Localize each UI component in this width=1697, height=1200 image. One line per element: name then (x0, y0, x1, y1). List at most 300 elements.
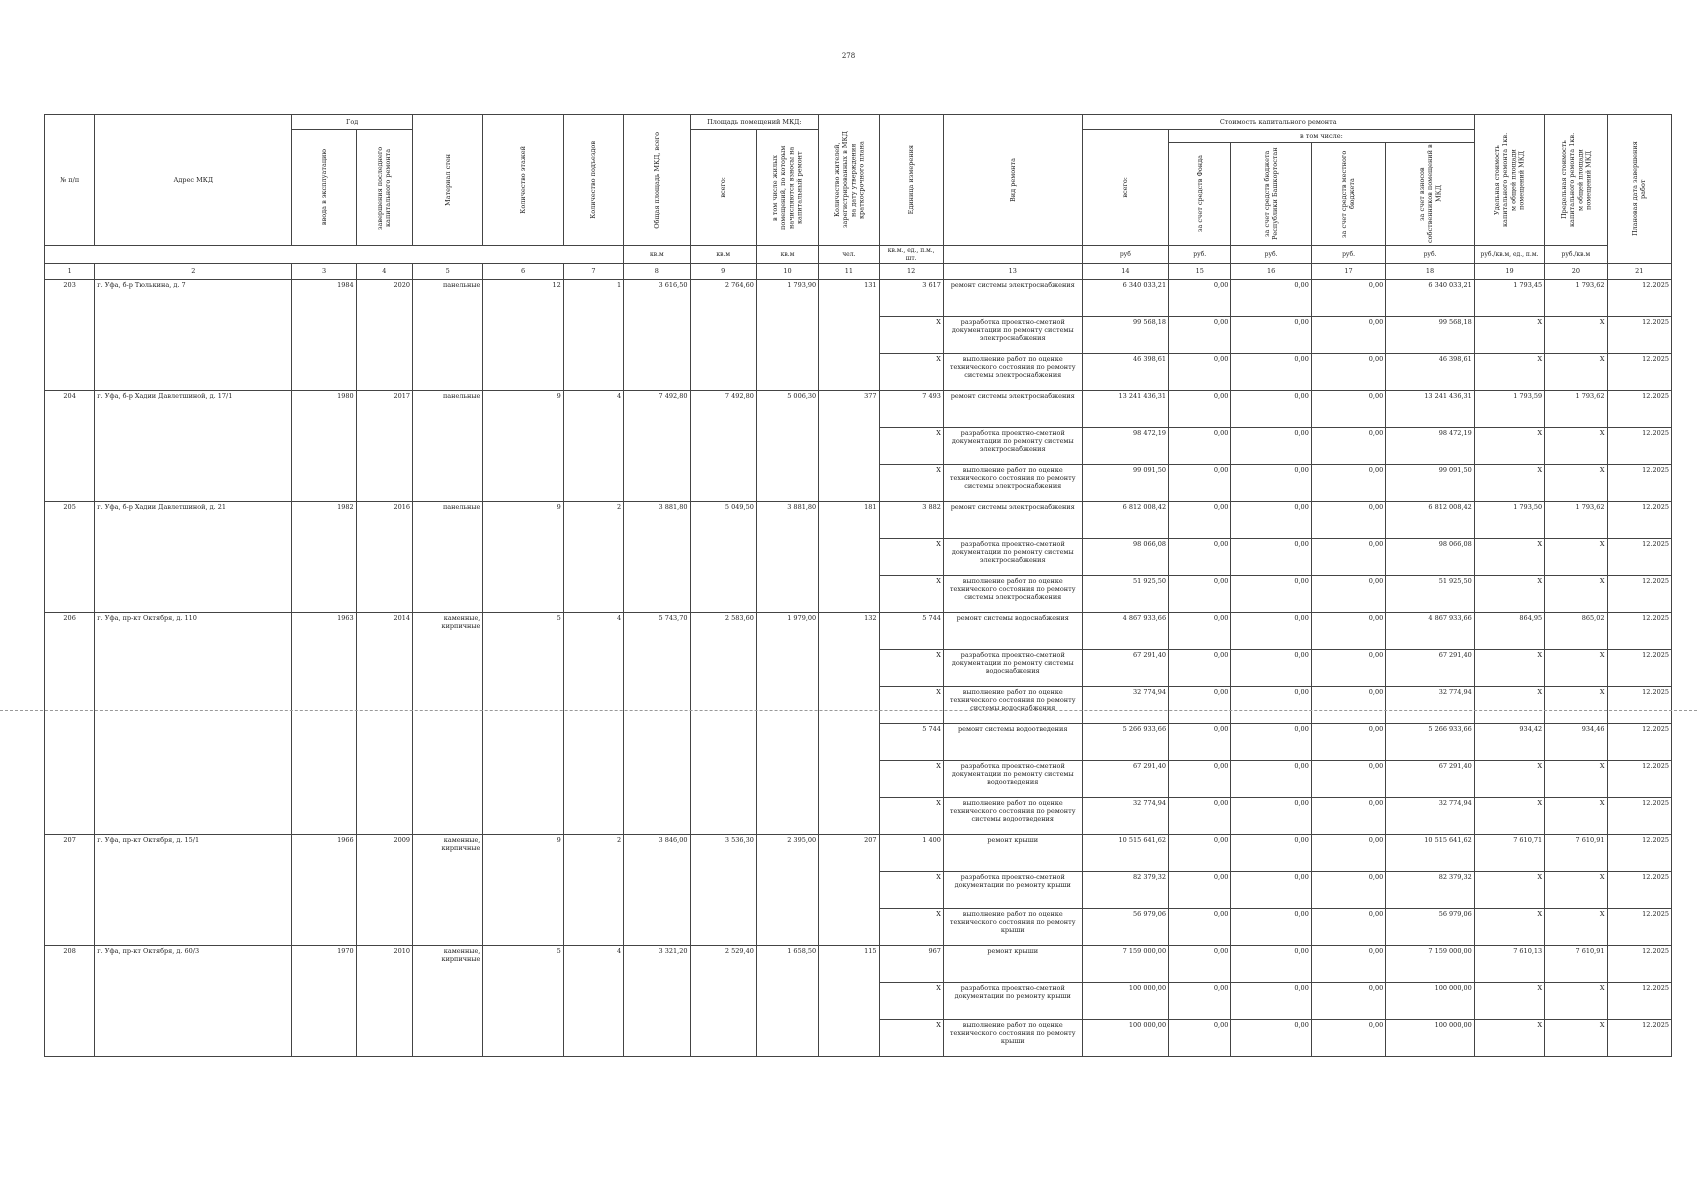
cell-cost-total: 100 000,00 (1082, 983, 1168, 1020)
cell-work: выполнение работ по оценке технического состояния по ремонту крыши (943, 1020, 1082, 1057)
cell-floors: 5 (483, 613, 563, 835)
cell-work: выполнение работ по оценке технического состояния по ремонту системы электроснабжения (943, 354, 1082, 391)
cell-date: 12.2025 (1607, 1020, 1672, 1057)
cell-local: 0,00 (1311, 317, 1385, 354)
header-total-area: Общая площадь МКД, всего (624, 115, 690, 246)
column-number: 21 (1607, 264, 1672, 280)
page-number: 278 (841, 52, 856, 60)
cell-num: 204 (45, 391, 95, 502)
header-cost-total: всего: (1082, 130, 1168, 246)
column-number: 5 (413, 264, 483, 280)
cell-local: 0,00 (1311, 761, 1385, 798)
header-year-commission: ввода в эксплуатацию (292, 130, 356, 246)
cell-limit-cost: X (1545, 761, 1607, 798)
cell-date: 12.2025 (1607, 391, 1672, 428)
cell-residents: 181 (819, 502, 879, 613)
cell-owners: 99 568,18 (1386, 317, 1475, 354)
cell-area-total: 2 764,60 (690, 280, 756, 391)
cell-owners: 13 241 436,31 (1386, 391, 1475, 428)
cell-date: 12.2025 (1607, 983, 1672, 1020)
cell-unit-cost: 864,95 (1474, 613, 1544, 650)
cell-local: 0,00 (1311, 983, 1385, 1020)
cell-qty: X (879, 909, 943, 946)
cell-year-last-repair: 2020 (356, 280, 412, 391)
cell-qty: X (879, 576, 943, 613)
column-number: 8 (624, 264, 690, 280)
cell-owners: 32 774,94 (1386, 687, 1475, 724)
cell-limit-cost: 7 610,91 (1545, 835, 1607, 872)
unit-cell: руб./кв.м (1545, 246, 1607, 264)
cell-local: 0,00 (1311, 1020, 1385, 1057)
cell-area-res: 2 395,00 (756, 835, 818, 946)
cell-cost-total: 67 291,40 (1082, 761, 1168, 798)
cell-owners: 4 867 933,66 (1386, 613, 1475, 650)
cell-total-area: 3 846,00 (624, 835, 690, 946)
cell-limit-cost: X (1545, 317, 1607, 354)
cell-year-commission: 1963 (292, 613, 356, 835)
unit-cell: кв.м., ед., п.м., шт. (879, 246, 943, 264)
column-number: 3 (292, 264, 356, 280)
cell-residents: 115 (819, 946, 879, 1057)
cell-floors: 12 (483, 280, 563, 391)
cell-unit-cost: 1 793,50 (1474, 502, 1544, 539)
cell-year-last-repair: 2017 (356, 391, 412, 502)
cell-owners: 6 812 008,42 (1386, 502, 1475, 539)
cell-fund: 0,00 (1169, 798, 1231, 835)
cell-local: 0,00 (1311, 280, 1385, 317)
cell-date: 12.2025 (1607, 650, 1672, 687)
cell-residents: 377 (819, 391, 879, 502)
column-number: 17 (1311, 264, 1385, 280)
header-area-total: всего: (690, 130, 756, 246)
cell-republic: 0,00 (1231, 650, 1311, 687)
cell-floors: 9 (483, 835, 563, 946)
cell-unit-cost: X (1474, 354, 1544, 391)
cell-date: 12.2025 (1607, 354, 1672, 391)
cell-residents: 207 (819, 835, 879, 946)
cell-qty: 3 882 (879, 502, 943, 539)
cell-qty: X (879, 317, 943, 354)
cell-work: разработка проектно-сметной документации по ремонту крыши (943, 983, 1082, 1020)
column-number: 11 (819, 264, 879, 280)
unit-cell: кв.м (624, 246, 690, 264)
column-number: 19 (1474, 264, 1544, 280)
cell-num: 207 (45, 835, 95, 946)
column-number: 4 (356, 264, 412, 280)
cell-republic: 0,00 (1231, 391, 1311, 428)
cell-limit-cost: X (1545, 354, 1607, 391)
unit-cell: руб. (1386, 246, 1475, 264)
cell-cost-total: 82 379,32 (1082, 872, 1168, 909)
cell-limit-cost: X (1545, 909, 1607, 946)
cell-unit-cost: X (1474, 983, 1544, 1020)
cell-work: разработка проектно-сметной документации по ремонту системы электроснабжения (943, 317, 1082, 354)
cell-year-commission: 1980 (292, 391, 356, 502)
unit-spacer (943, 246, 1082, 264)
cell-date: 12.2025 (1607, 280, 1672, 317)
cell-cost-total: 99 091,50 (1082, 465, 1168, 502)
cell-qty: 967 (879, 946, 943, 983)
column-number: 20 (1545, 264, 1607, 280)
cell-republic: 0,00 (1231, 687, 1311, 724)
cell-cost-total: 56 979,06 (1082, 909, 1168, 946)
cell-date: 12.2025 (1607, 946, 1672, 983)
cell-date: 12.2025 (1607, 539, 1672, 576)
column-number: 16 (1231, 264, 1311, 280)
cell-area-res: 1 979,00 (756, 613, 818, 835)
header-unit-measure: Единица измерения (879, 115, 943, 246)
cell-total-area: 3 616,50 (624, 280, 690, 391)
column-number: 14 (1082, 264, 1168, 280)
cell-republic: 0,00 (1231, 539, 1311, 576)
cell-local: 0,00 (1311, 502, 1385, 539)
cell-cost-total: 98 472,19 (1082, 428, 1168, 465)
cell-area-total: 5 049,50 (690, 502, 756, 613)
scan-artifact-line (0, 710, 1697, 711)
header-floors: Количество этажей (483, 115, 563, 246)
header-area-residential: в том числе жилых помещений, по которым начисляются взносы на капитальный ремонт (756, 130, 818, 246)
cell-unit-cost: 1 793,45 (1474, 280, 1544, 317)
cell-fund: 0,00 (1169, 724, 1231, 761)
cell-cost-total: 67 291,40 (1082, 650, 1168, 687)
cell-unit-cost: 1 793,59 (1474, 391, 1544, 428)
cell-address: г. Уфа, б-р Тюлькина, д. 7 (95, 280, 292, 391)
cell-work: ремонт системы водоснабжения (943, 613, 1082, 650)
cell-qty: 5 744 (879, 724, 943, 761)
cell-date: 12.2025 (1607, 317, 1672, 354)
cell-limit-cost: 934,46 (1545, 724, 1607, 761)
column-number: 12 (879, 264, 943, 280)
cell-date: 12.2025 (1607, 502, 1672, 539)
cell-work: выполнение работ по оценке технического состояния по ремонту системы электроснабжения (943, 576, 1082, 613)
cell-num: 208 (45, 946, 95, 1057)
cell-cost-total: 13 241 436,31 (1082, 391, 1168, 428)
cell-cost-total: 5 266 933,66 (1082, 724, 1168, 761)
table-row (45, 613, 1672, 650)
cell-owners: 100 000,00 (1386, 1020, 1475, 1057)
cell-wall: каменные, кирпичные (413, 613, 483, 835)
cell-cost-total: 4 867 933,66 (1082, 613, 1168, 650)
cell-date: 12.2025 (1607, 798, 1672, 835)
cell-entrances: 4 (563, 946, 623, 1057)
cell-entrances: 4 (563, 613, 623, 835)
cell-fund: 0,00 (1169, 613, 1231, 650)
cell-limit-cost: X (1545, 1020, 1607, 1057)
cell-limit-cost: X (1545, 465, 1607, 502)
cell-address: г. Уфа, пр-кт Октября, д. 110 (95, 613, 292, 835)
cell-republic: 0,00 (1231, 465, 1311, 502)
cell-num: 205 (45, 502, 95, 613)
cell-fund: 0,00 (1169, 280, 1231, 317)
cell-qty: 5 744 (879, 613, 943, 650)
cell-unit-cost: X (1474, 650, 1544, 687)
header-cost-fund: за счет средств Фонда (1169, 143, 1231, 246)
cell-year-last-repair: 2009 (356, 835, 412, 946)
cell-wall: каменные, кирпичные (413, 835, 483, 946)
capital-repair-table (44, 114, 1672, 1057)
cell-local: 0,00 (1311, 428, 1385, 465)
cell-local: 0,00 (1311, 798, 1385, 835)
cell-republic: 0,00 (1231, 983, 1311, 1020)
cell-unit-cost: X (1474, 798, 1544, 835)
cell-qty: X (879, 798, 943, 835)
cell-republic: 0,00 (1231, 946, 1311, 983)
cell-num: 203 (45, 280, 95, 391)
cell-unit-cost: 934,42 (1474, 724, 1544, 761)
cell-fund: 0,00 (1169, 465, 1231, 502)
cell-limit-cost: X (1545, 983, 1607, 1020)
cell-cost-total: 10 515 641,62 (1082, 835, 1168, 872)
cell-unit-cost: X (1474, 761, 1544, 798)
cell-qty: 7 493 (879, 391, 943, 428)
cell-qty: X (879, 650, 943, 687)
cell-owners: 82 379,32 (1386, 872, 1475, 909)
cell-qty: X (879, 1020, 943, 1057)
cell-limit-cost: X (1545, 798, 1607, 835)
cell-area-res: 1 793,90 (756, 280, 818, 391)
cell-republic: 0,00 (1231, 280, 1311, 317)
column-number: 1 (45, 264, 95, 280)
cell-date: 12.2025 (1607, 835, 1672, 872)
cell-republic: 0,00 (1231, 761, 1311, 798)
cell-unit-cost: X (1474, 465, 1544, 502)
cell-republic: 0,00 (1231, 317, 1311, 354)
unit-cell: кв.м (756, 246, 818, 264)
cell-cost-total: 32 774,94 (1082, 798, 1168, 835)
column-number: 13 (943, 264, 1082, 280)
cell-fund: 0,00 (1169, 946, 1231, 983)
column-number: 7 (563, 264, 623, 280)
cell-local: 0,00 (1311, 576, 1385, 613)
column-number: 15 (1169, 264, 1231, 280)
cell-owners: 7 159 000,00 (1386, 946, 1475, 983)
cell-residents: 131 (819, 280, 879, 391)
unit-cell: руб (1082, 246, 1168, 264)
cell-cost-total: 51 925,50 (1082, 576, 1168, 613)
column-number: 9 (690, 264, 756, 280)
header-unit-cost: Удельная стоимость капитального ремонта 1кв. м общей площади помещений МКД (1474, 115, 1544, 246)
unit-cell: руб. (1231, 246, 1311, 264)
cell-local: 0,00 (1311, 650, 1385, 687)
cell-wall: каменные, кирпичные (413, 946, 483, 1057)
cell-work: выполнение работ по оценке технического состояния по ремонту системы водоотведения (943, 798, 1082, 835)
table-row (45, 502, 1672, 539)
cell-qty: X (879, 539, 943, 576)
cell-address: г. Уфа, пр-кт Октября, д. 15/1 (95, 835, 292, 946)
cell-republic: 0,00 (1231, 835, 1311, 872)
cell-limit-cost: 1 793,62 (1545, 502, 1607, 539)
cell-cost-total: 32 774,94 (1082, 687, 1168, 724)
column-number: 6 (483, 264, 563, 280)
cell-local: 0,00 (1311, 354, 1385, 391)
table-body (45, 280, 1672, 1057)
cell-wall: панельные (413, 502, 483, 613)
unit-cell: чел. (819, 246, 879, 264)
cell-wall: панельные (413, 391, 483, 502)
cell-republic: 0,00 (1231, 354, 1311, 391)
cell-wall: панельные (413, 280, 483, 391)
cell-owners: 32 774,94 (1386, 798, 1475, 835)
cell-year-commission: 1966 (292, 835, 356, 946)
cell-area-res: 1 658,50 (756, 946, 818, 1057)
cell-work: выполнение работ по оценке технического состояния по ремонту системы электроснабжения (943, 465, 1082, 502)
cell-unit-cost: X (1474, 872, 1544, 909)
cell-work: ремонт системы электроснабжения (943, 280, 1082, 317)
cell-republic: 0,00 (1231, 724, 1311, 761)
cell-year-commission: 1982 (292, 502, 356, 613)
cell-local: 0,00 (1311, 687, 1385, 724)
cell-cost-total: 100 000,00 (1082, 1020, 1168, 1057)
unit-cell: руб. (1169, 246, 1231, 264)
cell-local: 0,00 (1311, 872, 1385, 909)
column-number: 18 (1386, 264, 1475, 280)
cell-local: 0,00 (1311, 835, 1385, 872)
cell-owners: 56 979,06 (1386, 909, 1475, 946)
cell-entrances: 2 (563, 502, 623, 613)
cell-owners: 99 091,50 (1386, 465, 1475, 502)
cell-local: 0,00 (1311, 465, 1385, 502)
cell-year-last-repair: 2010 (356, 946, 412, 1057)
cell-work: ремонт крыши (943, 835, 1082, 872)
cell-cost-total: 99 568,18 (1082, 317, 1168, 354)
cell-qty: 1 400 (879, 835, 943, 872)
cell-qty: 3 617 (879, 280, 943, 317)
cell-total-area: 3 881,80 (624, 502, 690, 613)
header-cost-local: за счет средств местного бюджета (1311, 143, 1385, 246)
cell-address: г. Уфа, пр-кт Октября, д. 60/3 (95, 946, 292, 1057)
cell-local: 0,00 (1311, 613, 1385, 650)
cell-owners: 67 291,40 (1386, 761, 1475, 798)
cell-work: ремонт системы электроснабжения (943, 502, 1082, 539)
cell-local: 0,00 (1311, 909, 1385, 946)
unit-cell: кв.м (690, 246, 756, 264)
cell-local: 0,00 (1311, 946, 1385, 983)
cell-work: разработка проектно-сметной документации по ремонту системы водоснабжения (943, 650, 1082, 687)
cell-date: 12.2025 (1607, 428, 1672, 465)
cell-fund: 0,00 (1169, 539, 1231, 576)
cell-limit-cost: X (1545, 650, 1607, 687)
cell-area-total: 2 583,60 (690, 613, 756, 835)
cell-qty: X (879, 872, 943, 909)
cell-date: 12.2025 (1607, 687, 1672, 724)
cell-fund: 0,00 (1169, 502, 1231, 539)
header-wall-material: Материал стен (413, 115, 483, 246)
cell-fund: 0,00 (1169, 317, 1231, 354)
cell-unit-cost: X (1474, 687, 1544, 724)
table-row (45, 835, 1672, 872)
unit-spacer (45, 246, 624, 264)
cell-work: разработка проектно-сметной документации по ремонту крыши (943, 872, 1082, 909)
cell-fund: 0,00 (1169, 428, 1231, 465)
cell-date: 12.2025 (1607, 872, 1672, 909)
cell-work: разработка проектно-сметной документации по ремонту системы электроснабжения (943, 428, 1082, 465)
cell-republic: 0,00 (1231, 909, 1311, 946)
cell-unit-cost: X (1474, 428, 1544, 465)
cell-limit-cost: 1 793,62 (1545, 280, 1607, 317)
cell-cost-total: 98 066,08 (1082, 539, 1168, 576)
cell-republic: 0,00 (1231, 798, 1311, 835)
cell-cost-total: 6 812 008,42 (1082, 502, 1168, 539)
cell-unit-cost: X (1474, 539, 1544, 576)
cell-total-area: 5 743,70 (624, 613, 690, 835)
cell-floors: 9 (483, 502, 563, 613)
column-number: 10 (756, 264, 818, 280)
table-row (45, 946, 1672, 983)
cell-date: 12.2025 (1607, 576, 1672, 613)
cell-qty: X (879, 354, 943, 391)
cell-date: 12.2025 (1607, 465, 1672, 502)
cell-local: 0,00 (1311, 391, 1385, 428)
cell-owners: 98 066,08 (1386, 539, 1475, 576)
cell-limit-cost: 1 793,62 (1545, 391, 1607, 428)
cell-limit-cost: X (1545, 428, 1607, 465)
cell-year-last-repair: 2014 (356, 613, 412, 835)
cell-num: 206 (45, 613, 95, 835)
unit-cell: руб. (1311, 246, 1385, 264)
cell-entrances: 2 (563, 835, 623, 946)
column-number: 2 (95, 264, 292, 280)
header-residents: Количество жителей, зарегистрированных в МКД на дату утверждения краткосрочного плана (819, 115, 879, 246)
cell-owners: 5 266 933,66 (1386, 724, 1475, 761)
cell-cost-total: 7 159 000,00 (1082, 946, 1168, 983)
cell-work: ремонт крыши (943, 946, 1082, 983)
cell-local: 0,00 (1311, 539, 1385, 576)
cell-republic: 0,00 (1231, 872, 1311, 909)
header-cost-republic: за счет средств бюджета Республики Башкортостан (1231, 143, 1311, 246)
cell-fund: 0,00 (1169, 391, 1231, 428)
cell-limit-cost: X (1545, 539, 1607, 576)
header-cost-owners: за счет взносов собственников помещений в МКД (1386, 143, 1475, 246)
cell-republic: 0,00 (1231, 613, 1311, 650)
cell-limit-cost: X (1545, 576, 1607, 613)
header-limit-cost: Предельная стоимость капитального ремонта 1кв. м общей площади помещений МКД (1545, 115, 1607, 246)
cell-unit-cost: X (1474, 576, 1544, 613)
cell-qty: X (879, 428, 943, 465)
cell-year-last-repair: 2016 (356, 502, 412, 613)
cell-cost-total: 46 398,61 (1082, 354, 1168, 391)
cell-unit-cost: 7 610,13 (1474, 946, 1544, 983)
cell-total-area: 7 492,80 (624, 391, 690, 502)
table-row (45, 391, 1672, 428)
cell-area-total: 2 529,40 (690, 946, 756, 1057)
cell-unit-cost: X (1474, 317, 1544, 354)
cell-owners: 46 398,61 (1386, 354, 1475, 391)
cell-fund: 0,00 (1169, 687, 1231, 724)
header-area-group: Площадь помещений МКД: (690, 115, 819, 130)
cell-republic: 0,00 (1231, 1020, 1311, 1057)
cell-fund: 0,00 (1169, 354, 1231, 391)
cell-entrances: 1 (563, 280, 623, 391)
header-incl: в том числе: (1169, 130, 1475, 143)
cell-owners: 6 340 033,21 (1386, 280, 1475, 317)
header-num: № п/п (45, 115, 95, 246)
header-entrances: Количество подъездов (563, 115, 623, 246)
cell-owners: 51 925,50 (1386, 576, 1475, 613)
cell-entrances: 4 (563, 391, 623, 502)
cell-republic: 0,00 (1231, 428, 1311, 465)
cell-work: разработка проектно-сметной документации по ремонту системы электроснабжения (943, 539, 1082, 576)
cell-fund: 0,00 (1169, 576, 1231, 613)
header-plan-date: Плановая дата завершения работ (1607, 115, 1672, 264)
cell-fund: 0,00 (1169, 983, 1231, 1020)
cell-republic: 0,00 (1231, 576, 1311, 613)
cell-address: г. Уфа, б-р Хадии Давлетшиной, д. 21 (95, 502, 292, 613)
cell-local: 0,00 (1311, 724, 1385, 761)
cell-work: разработка проектно-сметной документации по ремонту системы водоотведения (943, 761, 1082, 798)
cell-unit-cost: X (1474, 1020, 1544, 1057)
cell-address: г. Уфа, б-р Хадии Давлетшиной, д. 17/1 (95, 391, 292, 502)
cell-work: выполнение работ по оценке технического состояния по ремонту крыши (943, 909, 1082, 946)
